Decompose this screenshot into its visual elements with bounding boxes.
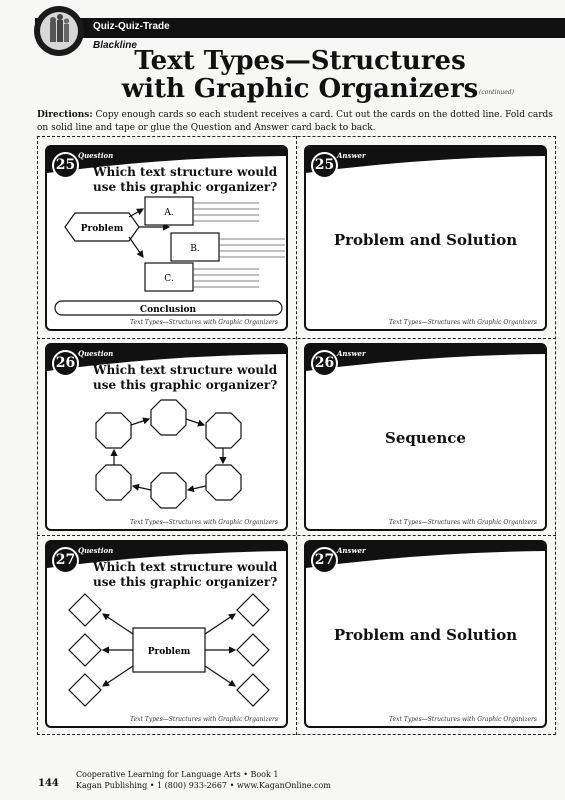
box-a-label: A. xyxy=(164,208,174,218)
blackline-label: Blackline xyxy=(93,40,137,51)
answer-text: Problem and Solution xyxy=(333,626,518,644)
directions-label: Directions: xyxy=(37,110,93,120)
directions-text: Copy enough cards so each student receives a card. Cut out the cards on the dotted line. Fold cards on solid line and tape or glue the Question and Answer card back to back. xyxy=(37,110,553,133)
card-number: 27 xyxy=(311,547,338,574)
answer-text: Problem and Solution xyxy=(333,231,518,249)
octagon-step xyxy=(206,413,241,448)
diamond-node xyxy=(69,674,101,706)
cut-line-2 xyxy=(37,535,556,536)
question-card-26 xyxy=(45,343,288,531)
answer-text: Sequence xyxy=(385,429,466,447)
card-footer: Text Types—Structures with Graphic Organizers xyxy=(389,319,537,326)
continued-note: (continued) xyxy=(479,89,514,96)
question-tag: Question xyxy=(78,151,114,160)
octagon-step xyxy=(151,473,186,508)
series-label: Quiz-Quiz-Trade xyxy=(93,21,170,32)
question-line: use this graphic organizer? xyxy=(93,575,278,589)
question-card-25 xyxy=(45,145,288,331)
question-tag: Question xyxy=(78,349,114,358)
octagon-step xyxy=(206,465,241,500)
problem-solution-organizer xyxy=(47,147,290,333)
card-footer: Text Types—Structures with Graphic Organizers xyxy=(389,519,537,526)
question-line: use this graphic organizer? xyxy=(93,180,278,194)
question-tag: Question xyxy=(78,546,114,555)
answer-tag: Answer xyxy=(337,349,366,358)
page-number: 144 xyxy=(38,778,59,789)
card-number: 25 xyxy=(52,152,79,179)
question-line: Which text structure would xyxy=(93,560,278,574)
card-footer: Text Types—Structures with Graphic Organizers xyxy=(389,716,537,723)
problem-solution-web-organizer xyxy=(47,542,290,730)
card-number: 25 xyxy=(311,152,338,179)
page-title-line1: Text Types—Structures xyxy=(134,46,466,76)
card-number: 27 xyxy=(52,547,79,574)
diamond-node xyxy=(237,594,269,626)
question-line: use this graphic organizer? xyxy=(93,378,278,392)
cut-line-1 xyxy=(37,338,556,339)
card-footer: Text Types—Structures with Graphic Organizers xyxy=(130,319,278,326)
diamond-node xyxy=(237,634,269,666)
fold-line xyxy=(296,136,297,735)
answer-card-25 xyxy=(304,145,547,331)
card-footer: Text Types—Structures with Graphic Organizers xyxy=(130,519,278,526)
answer-card-26 xyxy=(304,343,547,531)
card-number: 26 xyxy=(52,350,79,377)
octagon-step xyxy=(96,413,131,448)
diamond-node xyxy=(69,634,101,666)
answer-tag: Answer xyxy=(337,546,366,555)
conclusion-label: Conclusion xyxy=(139,305,197,315)
directions xyxy=(37,109,557,134)
book-title: Cooperative Learning for Language Arts • Book 1 xyxy=(76,770,279,779)
answer-tag: Answer xyxy=(337,151,366,160)
card-number: 26 xyxy=(311,350,338,377)
publisher-info: Kagan Publishing • 1 (800) 933-2667 • www.KaganOnline.com xyxy=(76,781,331,790)
diamond-node xyxy=(69,594,101,626)
question-line: Which text structure would xyxy=(93,363,278,377)
card-footer: Text Types—Structures with Graphic Organizers xyxy=(130,716,278,723)
diamond-node xyxy=(237,674,269,706)
question-card-27 xyxy=(45,540,288,728)
center-label: Problem xyxy=(147,647,191,657)
octagon-step xyxy=(96,465,131,500)
problem-label: Problem xyxy=(80,224,124,234)
box-c-label: C. xyxy=(164,274,174,284)
answer-card-27 xyxy=(304,540,547,728)
question-line: Which text structure would xyxy=(93,165,278,179)
sequence-organizer xyxy=(47,345,290,533)
page-title-line2: with Graphic Organizers xyxy=(121,74,479,104)
header-bar xyxy=(35,18,565,38)
box-b-label: B. xyxy=(190,244,200,254)
octagon-step xyxy=(151,400,186,435)
